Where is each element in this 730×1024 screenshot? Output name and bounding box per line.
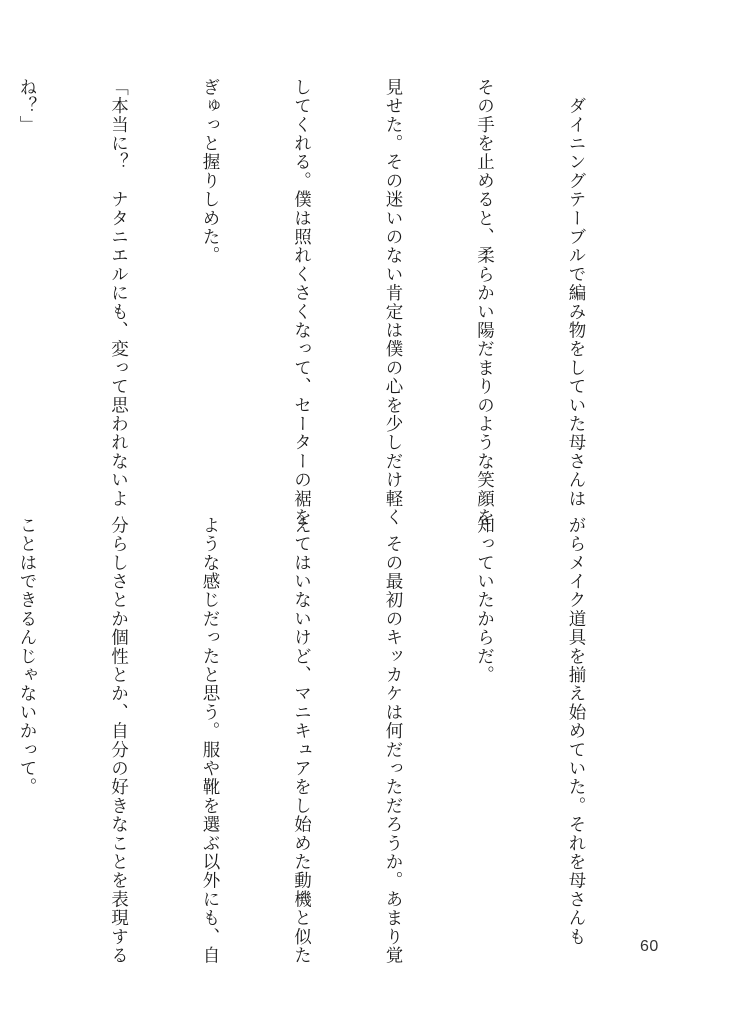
text-line: えてはいないけど、マニキュアをし始めた動機と似た xyxy=(291,516,312,965)
text-line: ダイニングテーブルで編み物をしていた母さんは xyxy=(566,78,586,509)
text-line: ぎゅっと握りしめた。 xyxy=(200,78,220,265)
text-line: ことはできるんじゃないかって。 xyxy=(17,516,37,797)
text-line: 「本当に？ ナタニエルにも、変って思われないよ xyxy=(108,78,129,509)
text-line: 分らしさとか個性とか、自分の好きなことを表現する xyxy=(108,516,129,965)
text-line: ような感じだったと思う。服や靴を選ぶ以外にも、自 xyxy=(200,516,220,965)
text-line: 知っていたからだ。 xyxy=(474,516,495,685)
text-line: その最初のキッカケは何だっただろうか。あまり覚 xyxy=(383,516,403,965)
upper-text-block xyxy=(17,78,652,527)
text-line: その手を止めると、柔らかい陽だまりのような笑顔を xyxy=(474,78,495,527)
text-line: してくれる。僕は照れくさくなって、セーターの裾を xyxy=(291,78,312,527)
page-number: 60 xyxy=(640,938,659,955)
text-line: 見せた。その迷いのない肯定は僕の心を少しだけ軽く xyxy=(383,78,403,527)
text-line: ね？」 xyxy=(17,78,37,135)
text-line: がらメイク道具を揃え始めていた。それを母さんも xyxy=(566,516,586,947)
